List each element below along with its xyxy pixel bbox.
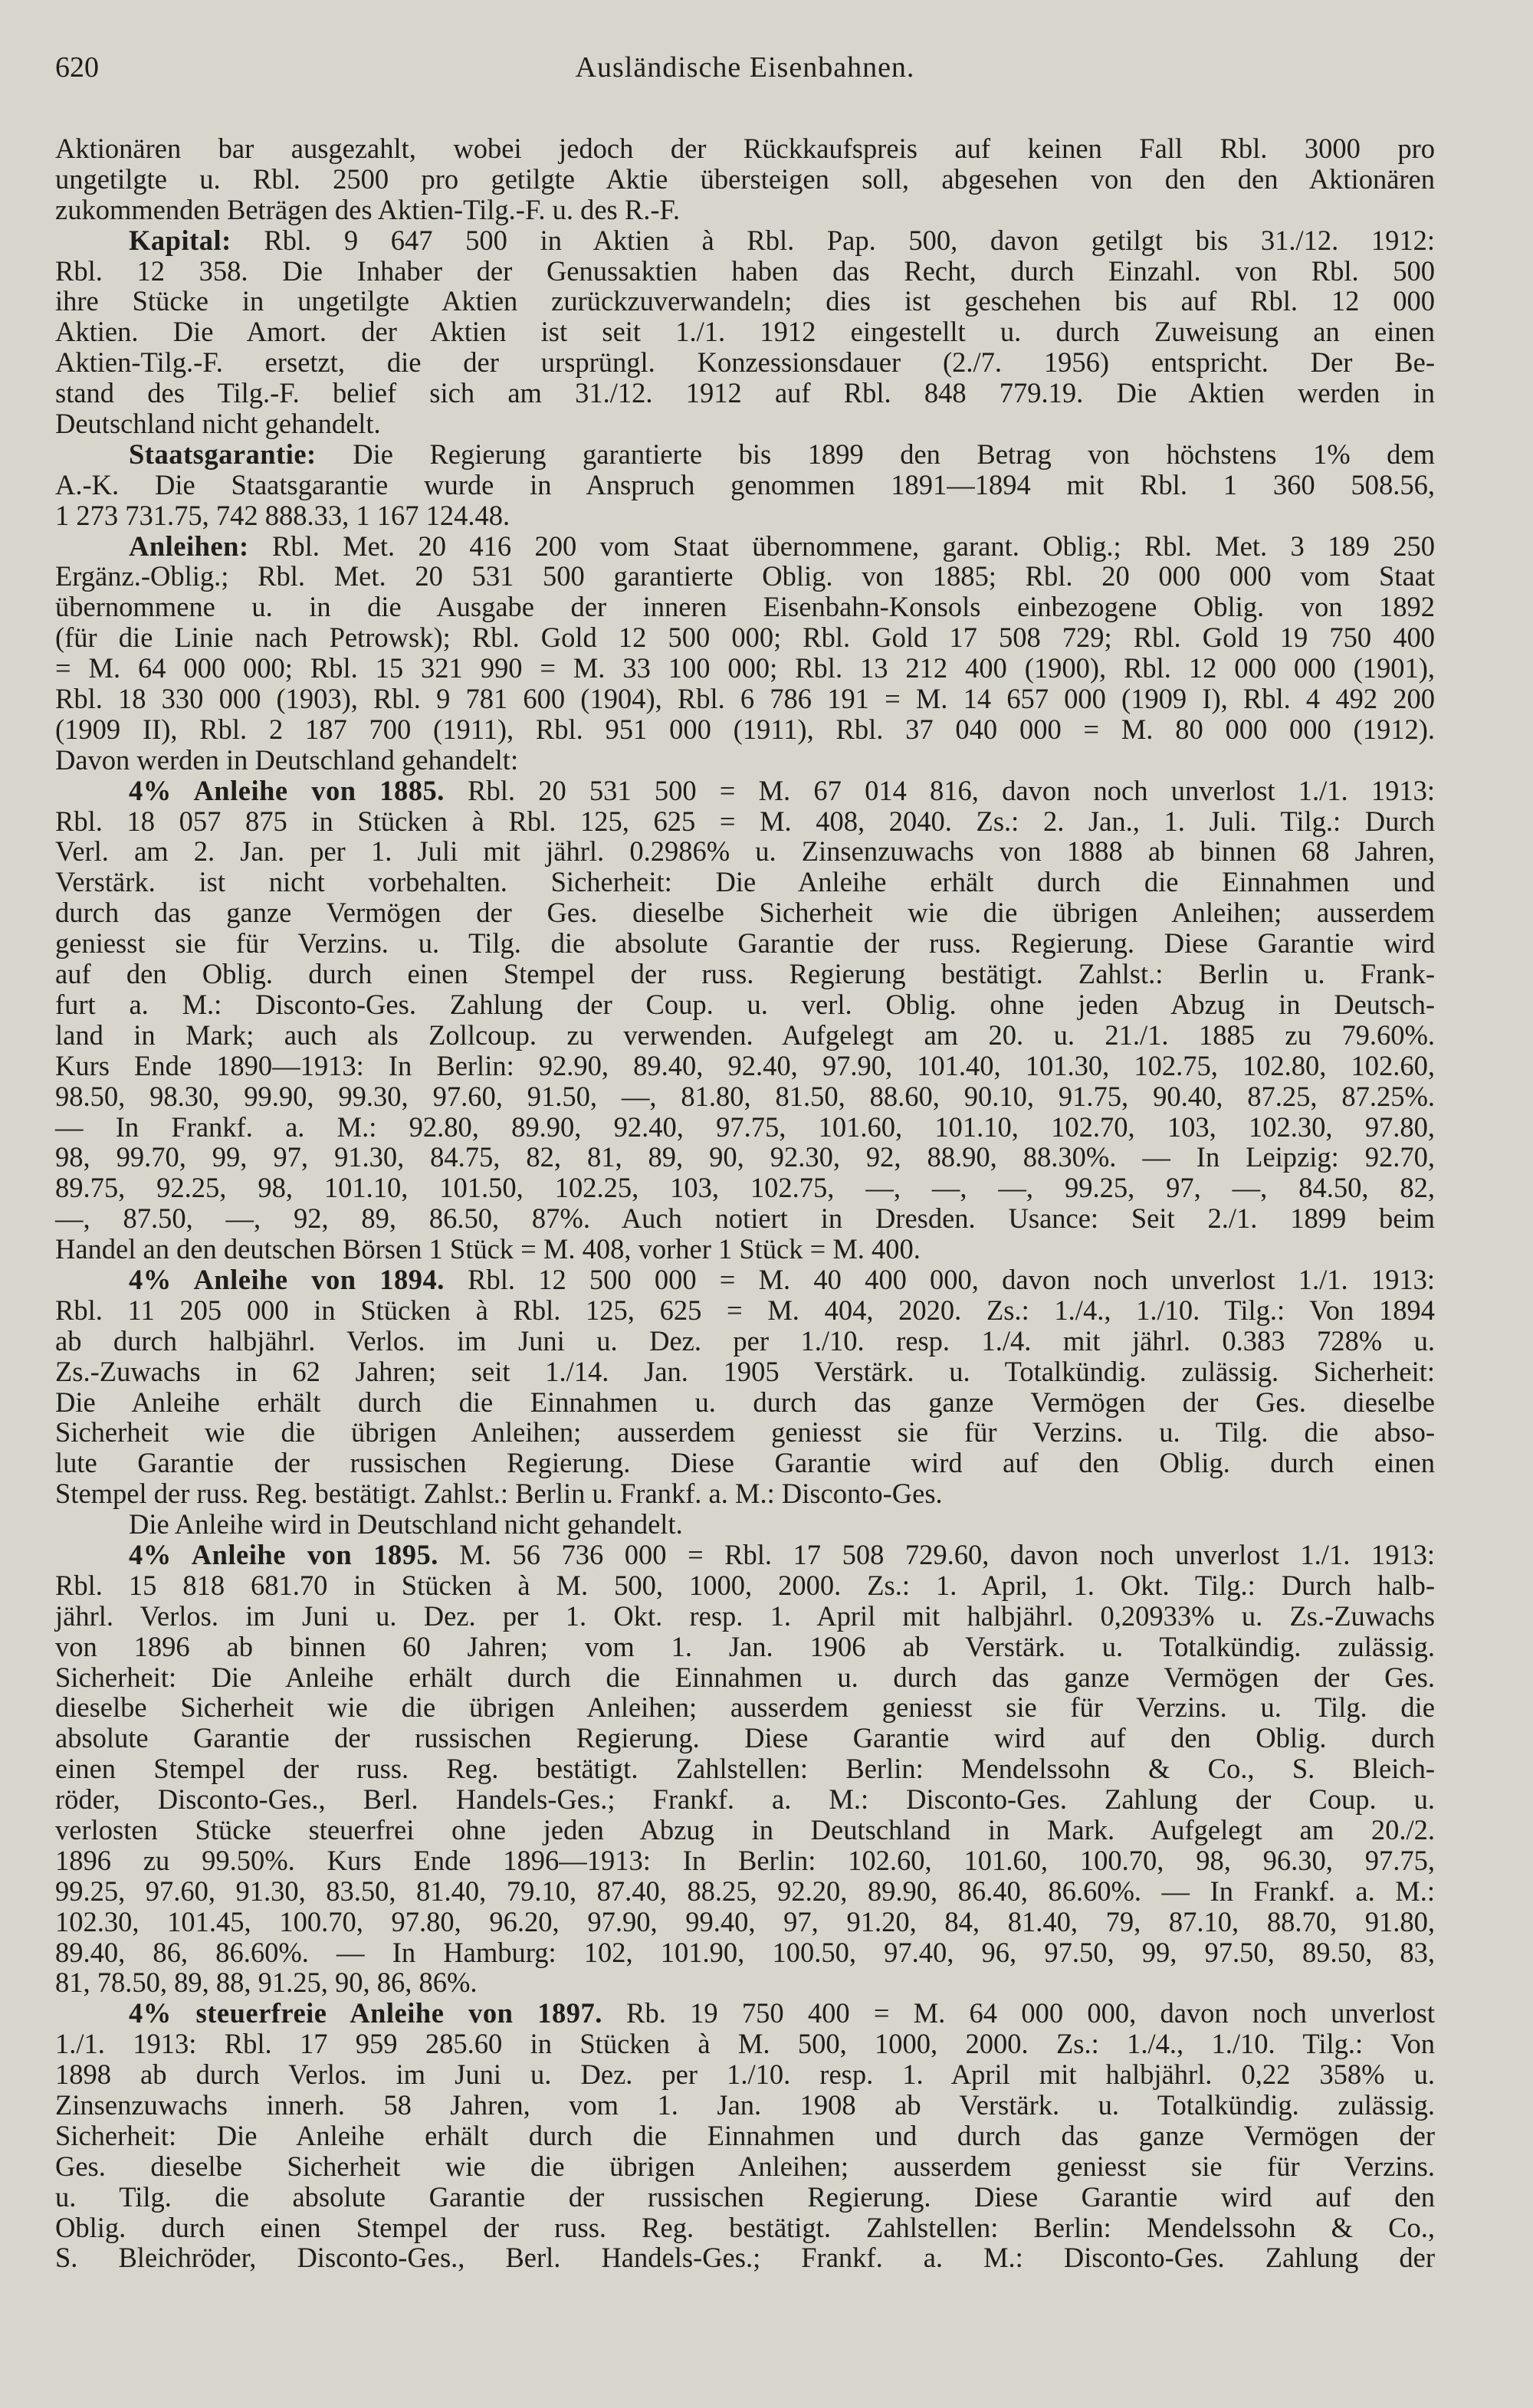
- text-line: [55, 531, 1435, 562]
- text-line: [55, 1203, 1435, 1234]
- line-text: A.-K. Die Staatsgarantie wurde in Anspruch genommen 1891—1894 mit Rbl. 1 360 508.56,: [55, 468, 1435, 500]
- text-line: [55, 2242, 1435, 2273]
- line-text: jährl. Verlos. im Juni u. Dez. per 1. Okt. resp. 1. April mit halbjährl. 0,20933% u. Zs.-Zuwachs: [55, 1599, 1435, 1632]
- text-line: [55, 1632, 1435, 1662]
- paragraph: [55, 1998, 1435, 2273]
- line-text: 98, 99.70, 99, 97, 91.30, 84.75, 82, 81, 89, 90, 92.30, 92, 88.90, 88.30%. — In Leipzig: 92.70,: [55, 1141, 1435, 1173]
- text-line: [55, 1478, 1435, 1509]
- line-text: 89.75, 92.25, 98, 101.10, 101.50, 102.25, 103, 102.75, —, —, —, 99.25, 97, —, 84.50, 82,: [55, 1172, 1435, 1204]
- text-line: [55, 1112, 1435, 1143]
- text-line: [55, 2059, 1435, 2090]
- line-text: Aktien-Tilg.-F. ersetzt, die der ursprüngl. Konzessionsdauer (2./7. 1956) entspricht. Der Be-: [55, 346, 1435, 379]
- line-text: (1909 II), Rbl. 2 187 700 (1911), Rbl. 951 000 (1911), Rbl. 37 040 000 = M. 80 000 000 (1912).: [55, 713, 1435, 745]
- running-title: Ausländische Eisenbahnen.: [575, 51, 915, 84]
- text-line: [55, 1754, 1435, 1784]
- line-text: Zs.-Zuwachs in 62 Jahren; seit 1./14. Jan. 1905 Verstärk. u. Totalkündig. zulässig. Sicherheit:: [55, 1355, 1435, 1387]
- text-line: [55, 928, 1435, 959]
- text-line: [55, 2151, 1435, 2182]
- line-text: Die Anleihe wird in Deutschland nicht gehandelt.: [129, 1508, 683, 1540]
- text-line: [55, 225, 1435, 256]
- line-text: einen Stempel der russ. Reg. bestätigt. Zahlstellen: Berlin: Mendelssohn & Co., S. Bleich-: [55, 1753, 1435, 1785]
- text-line: [55, 1876, 1435, 1907]
- line-text: zukommenden Beträgen des Aktien-Tilg.-F. u. des R.-F.: [55, 193, 680, 225]
- text-line: [55, 2029, 1435, 2059]
- line-text: 89.40, 86, 86.60%. — In Hamburg: 102, 101.90, 100.50, 97.40, 96, 97.50, 99, 97.50, 89.50, 83,: [55, 1936, 1435, 1968]
- line-text: dieselbe Sicherheit wie die übrigen Anleihen; ausserdem geniesst sie für Verzins. u. Tilg. die: [55, 1691, 1435, 1724]
- line-text: M. 56 736 000 = Rbl. 17 508 729.60, davon noch unverlost 1./1. 1913:: [438, 1538, 1435, 1570]
- text-line: [55, 1845, 1435, 1876]
- text-line: [55, 2182, 1435, 2213]
- text-line: [55, 1692, 1435, 1723]
- line-text: auf den Oblig. durch einen Stempel der russ. Regierung bestätigt. Zahlst.: Berlin u. Frank-: [55, 958, 1435, 990]
- line-text: absolute Garantie der russischen Regierung. Diese Garantie wird auf den Oblig. durch: [55, 1722, 1435, 1754]
- line-text: Zinsenzuwachs innerh. 58 Jahren, vom 1. Jan. 1908 ab Verstärk. u. Totalkündig. zulässig.: [55, 2089, 1435, 2121]
- line-text: 1 273 731.75, 742 888.33, 1 167 124.48.: [55, 499, 510, 531]
- line-text: u. Tilg. die absolute Garantie der russischen Regierung. Diese Garantie wird auf den: [55, 2180, 1435, 2213]
- line-text: —, 87.50, —, 92, 89, 86.50, 87%. Auch notiert in Dresden. Usance: Seit 2./1. 1899 beim: [55, 1202, 1435, 1235]
- text-line: [55, 1142, 1435, 1173]
- paragraph: [55, 1540, 1435, 1998]
- text-line: [55, 1662, 1435, 1693]
- text-line: [55, 1907, 1435, 1937]
- line-text: Ergänz.-Oblig.; Rbl. Met. 20 531 500 garantierte Oblig. von 1885; Rbl. 20 000 000 vom Staat: [55, 560, 1435, 592]
- line-text: land in Mark; auch als Zollcoup. zu verwenden. Aufgelegt am 20. u. 21./1. 1885 zu 79.60%.: [55, 1019, 1435, 1051]
- line-text: Deutschland nicht gehandelt.: [55, 408, 381, 440]
- line-text: Rb. 19 750 400 = M. 64 000 000, davon noch unverlost: [602, 1997, 1435, 2029]
- text-line: [55, 1784, 1435, 1815]
- line-text: Rbl. 9 647 500 in Aktien à Rbl. Pap. 500, davon getilgt bis 31./12. 1912:: [231, 224, 1435, 256]
- line-text: Die Regierung garantierte bis 1899 den Betrag von höchstens 1% dem: [316, 438, 1435, 470]
- line-text: Verl. am 2. Jan. per 1. Juli mit jährl. 0.2986% u. Zinsenzuwachs von 1888 ab binnen 68 Jahren,: [55, 835, 1435, 868]
- text-line: [55, 684, 1435, 714]
- text-line: [55, 2213, 1435, 2243]
- text-line: [55, 1417, 1435, 1448]
- text-line: [55, 1265, 1435, 1295]
- line-text: verlosten Stücke steuerfrei ohne jeden Abzug in Deutschland in Mark. Aufgelegt am 20./2.: [55, 1813, 1435, 1845]
- line-text: (für die Linie nach Petrowsk); Rbl. Gold 12 500 000; Rbl. Gold 17 508 729; Rbl. Gold 19 750 400: [55, 622, 1435, 654]
- text-line: [55, 133, 1435, 164]
- text-line: [55, 164, 1435, 195]
- line-text: Aktien. Die Amort. der Aktien ist seit 1./1. 1912 eingestellt u. durch Zuweisung an einen: [55, 316, 1435, 348]
- text-line: [55, 776, 1435, 806]
- line-text: röder, Disconto-Ges., Berl. Handels-Ges.; Frankf. a. M.: Disconto-Ges. Zahlung der Coup. u.: [55, 1783, 1435, 1816]
- text-line: [55, 1295, 1435, 1326]
- text-line: [55, 714, 1435, 745]
- section-heading: Anleihen:: [129, 530, 249, 562]
- section-heading: 4% Anleihe von 1895.: [129, 1538, 438, 1570]
- text-line: [55, 897, 1435, 928]
- line-text: übernommene u. in die Ausgabe der inneren Eisenbahn-Konsols einbezogene Oblig. von 1892: [55, 591, 1435, 623]
- text-line: [55, 1723, 1435, 1754]
- line-text: Rbl. 15 818 681.70 in Stücken à M. 500, 1000, 2000. Zs.: 1. April, 1. Okt. Tilg.: Durch halb-: [55, 1569, 1435, 1601]
- line-text: 102.30, 101.45, 100.70, 97.80, 96.20, 97.90, 99.40, 97, 91.20, 84, 81.40, 79, 87.10, 88.70, 91.80,: [55, 1905, 1435, 1937]
- text-line: [55, 500, 1435, 531]
- section-heading: Kapital:: [129, 224, 231, 256]
- text-line: [55, 745, 1435, 776]
- line-text: Oblig. durch einen Stempel der russ. Reg. bestätigt. Zahlstellen: Berlin: Mendelssohn & Co.,: [55, 2211, 1435, 2243]
- line-text: Die Anleihe erhält durch die Einnahmen u. durch das ganze Vermögen der Ges. dieselbe: [55, 1386, 1435, 1418]
- line-text: Rbl. 11 205 000 in Stücken à Rbl. 125, 625 = M. 404, 2020. Zs.: 1./4., 1./10. Tilg.: Von 1894: [55, 1294, 1435, 1326]
- text-line: [55, 1051, 1435, 1081]
- text-line: [55, 806, 1435, 837]
- text-line: [55, 836, 1435, 867]
- line-text: 1896 zu 99.50%. Kurs Ende 1896—1913: In Berlin: 102.60, 101.60, 100.70, 98, 96.30, 97.75,: [55, 1844, 1435, 1876]
- line-text: Verstärk. ist nicht vorbehalten. Sicherheit: Die Anleihe erhält durch die Einnahmen und: [55, 866, 1435, 898]
- text-line: [55, 989, 1435, 1020]
- text-line: [55, 1937, 1435, 1968]
- text-line: [55, 561, 1435, 592]
- page-header: [55, 51, 1435, 89]
- line-text: 99.25, 97.60, 91.30, 83.50, 81.40, 79.10, 87.40, 88.25, 92.20, 89.90, 86.40, 86.60%. — In Frankf. a. M.:: [55, 1875, 1435, 1907]
- paragraph: [55, 133, 1435, 225]
- page-number: 620: [55, 51, 99, 84]
- section-heading: 4% Anleihe von 1885.: [129, 774, 445, 806]
- line-text: S. Bleichröder, Disconto-Ges., Berl. Handels-Ges.; Frankf. a. M.: Disconto-Ges. Zahlung der: [55, 2242, 1435, 2274]
- text-line: [55, 622, 1435, 653]
- line-text: Ges. dieselbe Sicherheit wie die übrigen Anleihen; ausserdem geniesst sie für Verzins.: [55, 2150, 1435, 2182]
- text-line: [55, 1173, 1435, 1203]
- line-text: Rbl. 12 500 000 = M. 40 400 000, davon noch unverlost 1./1. 1913:: [444, 1263, 1435, 1295]
- text-line: [55, 1387, 1435, 1418]
- text-line: [55, 439, 1435, 470]
- text-line: [55, 408, 1435, 439]
- line-text: 81, 78.50, 89, 88, 91.25, 90, 86, 86%.: [55, 1967, 478, 1999]
- line-text: Rbl. 18 057 875 in Stücken à Rbl. 125, 625 = M. 408, 2040. Zs.: 2. Jan., 1. Juli. Tilg.: Durch: [55, 805, 1435, 837]
- line-text: 98.50, 98.30, 99.90, 99.30, 97.60, 91.50, —, 81.80, 81.50, 88.60, 90.10, 91.75, 90.40, 87.25, 87.25%.: [55, 1080, 1435, 1112]
- line-text: Sicherheit wie die übrigen Anleihen; ausserdem geniesst sie für Verzins. u. Tilg. die abso-: [55, 1416, 1435, 1448]
- line-text: Rbl. 20 531 500 = M. 67 014 816, davon noch unverlost 1./1. 1913:: [444, 774, 1435, 806]
- line-text: furt a. M.: Disconto-Ges. Zahlung der Coup. u. verl. Oblig. ohne jeden Abzug in Deutsch-: [55, 988, 1435, 1020]
- line-text: stand des Tilg.-F. belief sich am 31./12. 1912 auf Rbl. 848 779.19. Die Aktien werden in: [55, 377, 1435, 409]
- text-line: [55, 1081, 1435, 1112]
- line-text: 1./1. 1913: Rbl. 17 959 285.60 in Stücken à M. 500, 1000, 2000. Zs.: 1./4., 1./10. Tilg.: Von: [55, 2028, 1435, 2060]
- text-line: [55, 1967, 1435, 1998]
- line-text: Rbl. 12 358. Die Inhaber der Genussaktien haben das Recht, durch Einzahl. von Rbl. 500: [55, 254, 1435, 287]
- line-text: ungetilgte u. Rbl. 2500 pro getilgte Aktie übersteigen soll, abgesehen von den den Aktionären: [55, 162, 1435, 195]
- paragraph: [55, 1509, 1435, 1540]
- line-text: Rbl. 18 330 000 (1903), Rbl. 9 781 600 (1904), Rbl. 6 786 191 = M. 14 657 000 (1909 I), Rbl. 4 492 200: [55, 683, 1435, 715]
- line-text: geniesst sie für Verzins. u. Tilg. die absolute Garantie der russ. Regierung. Diese Garantie wird: [55, 927, 1435, 960]
- text-line: [55, 195, 1435, 225]
- text-line: [55, 1448, 1435, 1478]
- line-text: Kurs Ende 1890—1913: In Berlin: 92.90, 89.40, 92.40, 97.90, 101.40, 101.30, 102.75, 102.80, 102.60,: [55, 1049, 1435, 1081]
- line-text: Rbl. Met. 20 416 200 vom Staat übernommene, garant. Oblig.; Rbl. Met. 3 189 250: [248, 530, 1435, 562]
- text-line: [55, 378, 1435, 408]
- text-line: [55, 592, 1435, 622]
- section-heading: 4% steuerfreie Anleihe von 1897.: [129, 1997, 602, 2029]
- text-line: [55, 256, 1435, 287]
- text-line: [55, 1998, 1435, 2029]
- line-text: durch das ganze Vermögen der Ges. dieselbe Sicherheit wie die übrigen Anleihen; ausserdem: [55, 897, 1435, 929]
- text-line: [55, 470, 1435, 500]
- line-text: Sicherheit: Die Anleihe erhält durch die Einnahmen und durch das ganze Vermögen der: [55, 2119, 1435, 2151]
- text-line: [55, 1815, 1435, 1845]
- paragraph: [55, 776, 1435, 1265]
- text-line: [55, 347, 1435, 378]
- line-text: lute Garantie der russischen Regierung. Diese Garantie wird auf den Oblig. durch einen: [55, 1447, 1435, 1479]
- text-line: [55, 1509, 1435, 1540]
- line-text: Aktionären bar ausgezahlt, wobei jedoch der Rückkaufspreis auf keinen Fall Rbl. 3000 pro: [55, 133, 1435, 164]
- text-line: [55, 317, 1435, 347]
- text-line: [55, 1326, 1435, 1357]
- line-text: ihre Stücke in ungetilgte Aktien zurückzuverwandeln; dies ist geschehen bis auf Rbl. 12 000: [55, 285, 1435, 317]
- paragraph: [55, 531, 1435, 776]
- text-line: [55, 1020, 1435, 1051]
- line-text: = M. 64 000 000; Rbl. 15 321 990 = M. 33 100 000; Rbl. 13 212 400 (1900), Rbl. 12 000 000 (1901),: [55, 652, 1435, 684]
- text-line: [55, 1540, 1435, 1570]
- line-text: Sicherheit: Die Anleihe erhält durch die Einnahmen u. durch das ganze Vermögen der Ges.: [55, 1661, 1435, 1693]
- paragraph: [55, 1265, 1435, 1509]
- line-text: von 1896 ab binnen 60 Jahren; vom 1. Jan. 1906 ab Verstärk. u. Totalkündig. zulässig.: [55, 1630, 1435, 1662]
- text-line: [55, 2121, 1435, 2151]
- text-line: [55, 1570, 1435, 1601]
- section-heading: Staatsgarantie:: [129, 438, 317, 470]
- line-text: ab durch halbjährl. Verlos. im Juni u. Dez. per 1./10. resp. 1./4. mit jährl. 0.383 728% u.: [55, 1324, 1435, 1357]
- line-text: Davon werden in Deutschland gehandelt:: [55, 743, 519, 776]
- section-heading: 4% Anleihe von 1894.: [129, 1263, 445, 1295]
- text-line: [55, 959, 1435, 989]
- line-text: Handel an den deutschen Börsen 1 Stück = M. 408, vorher 1 Stück = M. 400.: [55, 1233, 921, 1265]
- line-text: 1898 ab durch Verlos. im Juni u. Dez. per 1./10. resp. 1. April mit halbjährl. 0,22 358% u.: [55, 2059, 1435, 2091]
- line-text: Stempel der russ. Reg. bestätigt. Zahlst.: Berlin u. Frankf. a. M.: Disconto-Ges.: [55, 1478, 943, 1510]
- line-text: — In Frankf. a. M.: 92.80, 89.90, 92.40, 97.75, 101.60, 101.10, 102.70, 103, 102.30, 97.80,: [55, 1111, 1435, 1143]
- text-line: [55, 867, 1435, 897]
- text-line: [55, 286, 1435, 317]
- paragraph: [55, 439, 1435, 531]
- text-line: [55, 1234, 1435, 1265]
- page-body: [55, 133, 1435, 2273]
- paragraph: [55, 225, 1435, 439]
- text-line: [55, 1357, 1435, 1387]
- text-line: [55, 2090, 1435, 2121]
- text-line: [55, 653, 1435, 684]
- text-line: [55, 1601, 1435, 1632]
